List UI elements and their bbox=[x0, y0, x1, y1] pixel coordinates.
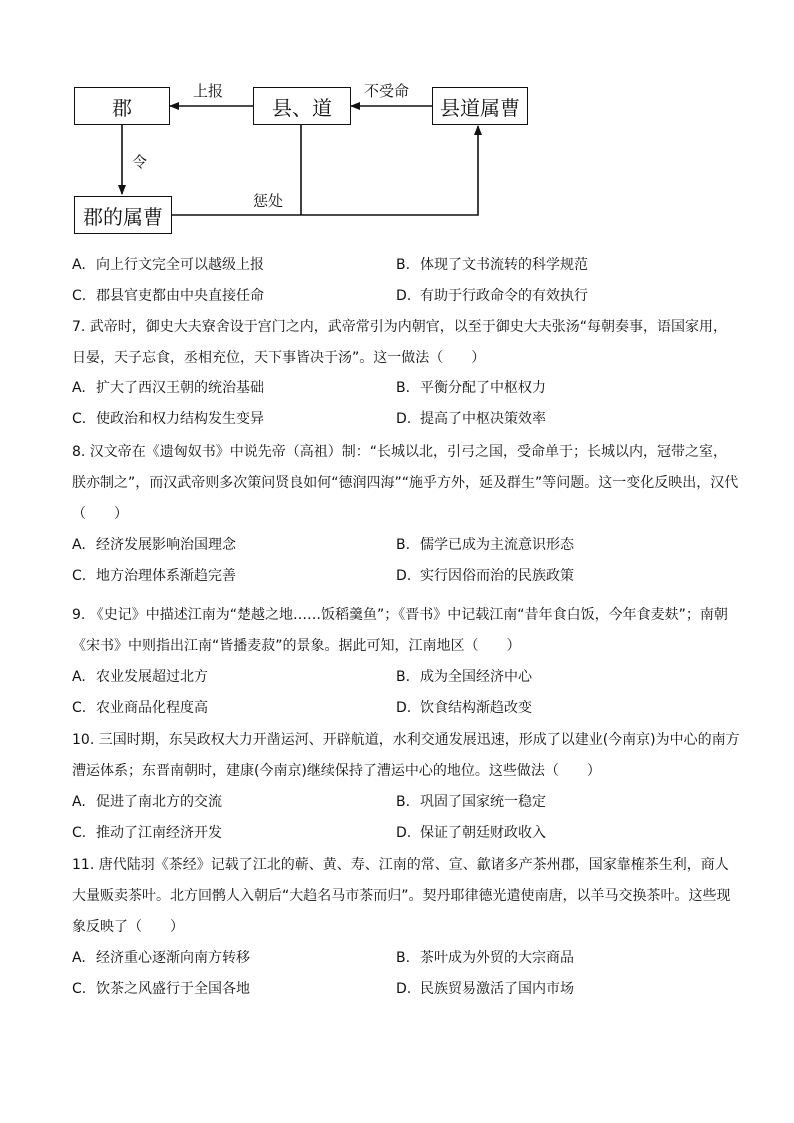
q10-options bbox=[72, 787, 740, 849]
q6-option-c: C. 郡县官吏都由中央直接任命 bbox=[72, 288, 264, 304]
q8-stem: 8. 汉文帝在《遗匈奴书》中说先帝（高祖）制：“长城以北，引弓之国，受命单于；长城以内，冠带之室，朕亦制之”，而汉武帝则多次策问贤良如何“德润四海”“施乎方外，延及群生”等问题。这一变化反映出，汉代（ ） bbox=[72, 444, 739, 522]
q11-option-a: A. 经济重心逐渐向南方转移 bbox=[72, 950, 250, 966]
q6-option-a: A. 向上行文完全可以越级上报 bbox=[72, 257, 264, 273]
q9-option-c: C. 农业商品化程度高 bbox=[72, 700, 208, 716]
q8-option-b: B. 儒学已成为主流意识形态 bbox=[396, 537, 574, 553]
q11-option-d: D. 民族贸易激活了国内市场 bbox=[396, 981, 574, 997]
q11-stem: 11. 唐代陆羽《茶经》记载了江北的蕲、黄、寿、江南的常、宣、歙诸多产茶州郡，国家靠榷茶生利，商人大量贩卖茶叶。北方回鹘人入朝后“大趋名马市茶而归”。契丹耶律德光遣使南唐，以羊马交换茶叶。这些现象反映了（ ） bbox=[72, 857, 731, 935]
q6-option-d: D. 有助于行政命令的有效执行 bbox=[396, 288, 588, 304]
q8-option-c: C. 地方治理体系渐趋完善 bbox=[72, 568, 236, 584]
q8-options bbox=[72, 530, 740, 592]
box-xiandao: 县、道 bbox=[253, 87, 351, 125]
q6-options bbox=[72, 250, 740, 312]
label-chengchu: 惩处 bbox=[253, 192, 284, 210]
q10-option-b: B. 巩固了国家统一稳定 bbox=[396, 794, 546, 810]
q7-option-c: C. 使政治和权力结构发生变异 bbox=[72, 411, 264, 427]
q10-option-a: A. 促进了南北方的交流 bbox=[72, 794, 222, 810]
q8-option-d: D. 实行因俗而治的民族政策 bbox=[396, 568, 574, 584]
q10-stem: 10. 三国时期，东吴政权大力开凿运河、开辟航道，水利交通发展迅速，形成了以建业(今南京)为中心的南方漕运体系；东晋南朝时，建康(今南京)继续保持了漕运中心的地位。这些做法（ ） bbox=[72, 732, 740, 779]
q7-options bbox=[72, 373, 740, 435]
q9-stem: 9. 《史记》中描述江南为“楚越之地……饭稻羹鱼”；《晋书》中记载江南“昔年食白饭，今年食麦麸”；南朝《宋书》中则指出江南“皆播麦菽”的景象。据此可知，江南地区（ ） bbox=[72, 607, 728, 654]
q7-option-a: A. 扩大了西汉王朝的统治基础 bbox=[72, 380, 264, 396]
flow-diagram bbox=[60, 70, 540, 240]
q11-option-c: C. 饮茶之风盛行于全国各地 bbox=[72, 981, 250, 997]
q7-option-d: D. 提高了中枢决策效率 bbox=[396, 411, 546, 427]
q10-option-d: D. 保证了朝廷财政收入 bbox=[396, 825, 546, 841]
q9-option-b: B. 成为全国经济中心 bbox=[396, 669, 532, 685]
q11-option-b: B. 茶叶成为外贸的大宗商品 bbox=[396, 950, 574, 966]
label-bushouming: 不受命 bbox=[364, 82, 410, 100]
arrow-chengchu bbox=[172, 126, 478, 215]
q10-option-c: C. 推动了江南经济开发 bbox=[72, 825, 222, 841]
label-ling: 令 bbox=[132, 153, 148, 171]
box-xiandao-shucao: 县道属曹 bbox=[432, 87, 528, 125]
q8-option-a: A. 经济发展影响治国理念 bbox=[72, 537, 236, 553]
label-shangbao: 上报 bbox=[193, 82, 224, 100]
q9-option-d: D. 饮食结构渐趋改变 bbox=[396, 700, 532, 716]
box-jun: 郡 bbox=[74, 87, 170, 125]
q9-option-a: A. 农业发展超过北方 bbox=[72, 669, 208, 685]
q7-option-b: B. 平衡分配了中枢权力 bbox=[396, 380, 546, 396]
q11-options bbox=[72, 943, 740, 1005]
q6-option-b: B. 体现了文书流转的科学规范 bbox=[396, 257, 588, 273]
q9-options bbox=[72, 662, 740, 724]
box-jun-shucao: 郡的属曹 bbox=[74, 196, 172, 234]
q7-stem: 7. 武帝时，御史大夫寮舍设于宫门之内，武帝常引为内朝官，以至于御史大夫张汤“每朝奏事，语国家用，日晏，天子忘食，丞相充位，天下事皆决于汤”。这一做法（ ） bbox=[72, 319, 728, 366]
